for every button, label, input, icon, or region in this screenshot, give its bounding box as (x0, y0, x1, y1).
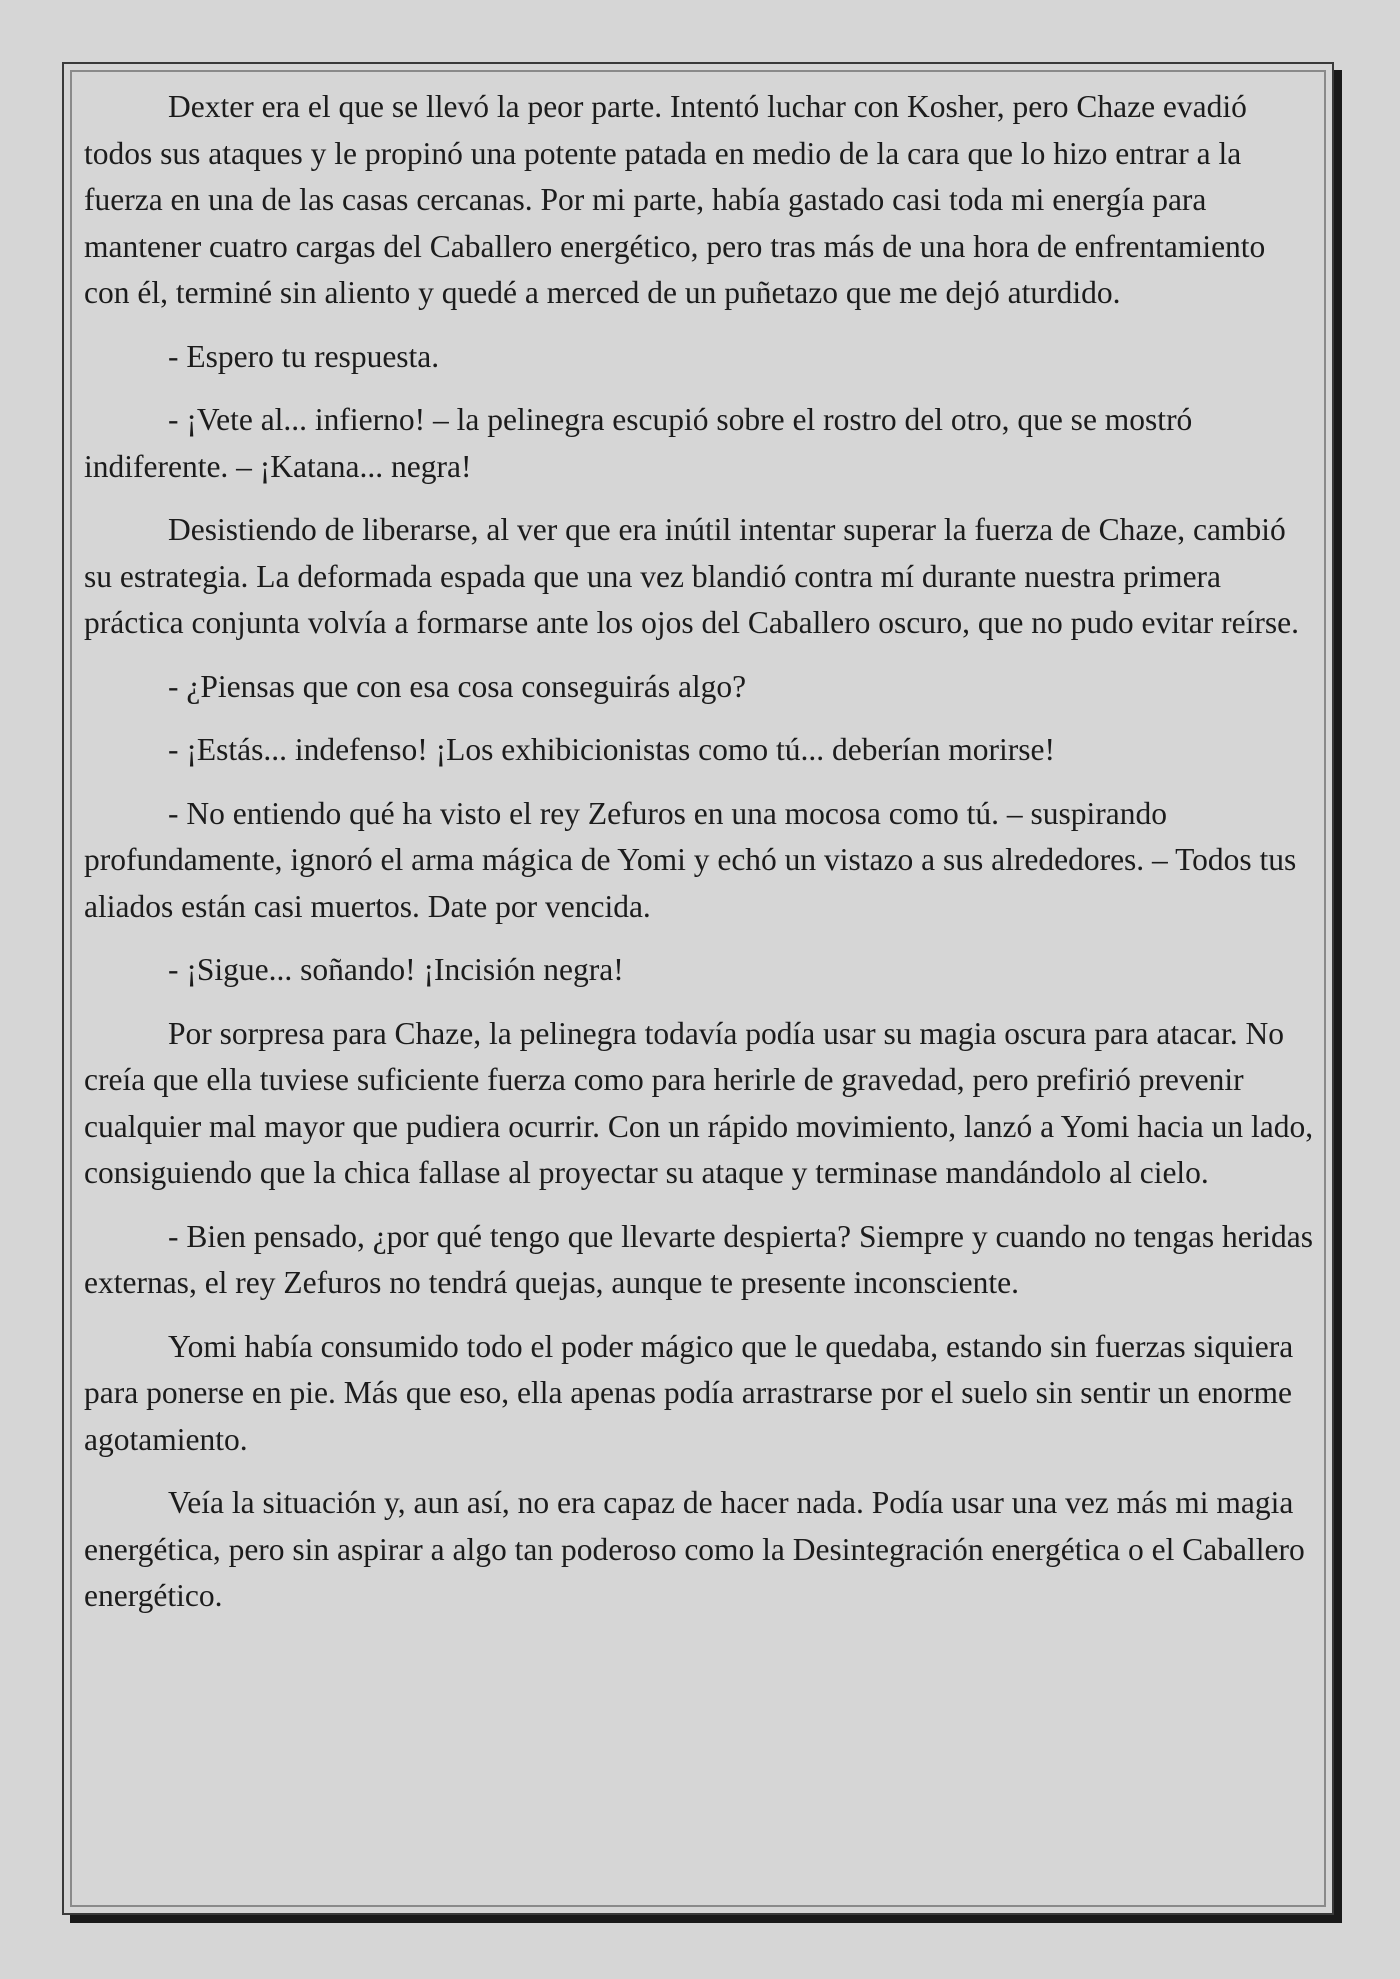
paragraph: Yomi había consumido todo el poder mágico que le quedaba, estando sin fuerzas siquiera para ponerse en pie. Más que eso, ella apenas podía arrastrarse por el suelo sin sentir un enorme agotamiento. (84, 1328, 1294, 1457)
paragraph: - ¡Vete al... infierno! – la pelinegra escupió sobre el rostro del otro, que se mostró indiferente. – ¡Katana... negra! (84, 402, 1193, 484)
document-body (84, 84, 1318, 1637)
paragraph: Veía la situación y, aun así, no era capaz de hacer nada. Podía usar una vez más mi magia energética, pero sin aspirar a algo tan poderoso como la Desintegración energética o el Caballero energético. (84, 1485, 1305, 1613)
paragraph: - ¡Estás... indefenso! ¡Los exhibicionistas como tú... deberían morirse! (168, 732, 1056, 767)
paragraph: - No entiendo qué ha visto el rey Zefuros en una mocosa como tú. – suspirando profundamente, ignoró el arma mágica de Yomi y echó un vistazo a sus alrededores. – Todos tus aliados están casi muertos. Date por vencida. (84, 795, 1297, 924)
paragraph: Por sorpresa para Chaze, la pelinegra todavía podía usar su magia oscura para atacar. No creía que ella tuviese suficiente fuerza como para herirle de gravedad, pero prefirió prevenir cualquier mal mayor que pudiera ocurrir. Con un rápido movimiento, lanzó a Yomi hacia un lado, consiguiendo que la chica fallase al proyectar su ataque y terminase mandándolo al cielo. (84, 1015, 1314, 1190)
paragraph: - Espero tu respuesta. (168, 338, 440, 374)
paragraph: Dexter era el que se llevó la peor parte. Intentó luchar con Kosher, pero Chaze evadió todos sus ataques y le propinó una potente patada en medio de la cara que lo hizo entrar a la fuerza en una de las casas cercanas. Por mi parte, había gastado casi toda mi energía para mantener cuatro cargas del Caballero energético, pero tras más de una hora de enfrentamiento con él, terminé sin aliento y quedé a merced de un puñetazo que me dejó aturdido. (84, 89, 1266, 310)
paragraph: Desistiendo de liberarse, al ver que era inútil intentar superar la fuerza de Chaze, cambió su estrategia. La deformada espada que una vez blandió contra mí durante nuestra primera práctica conjunta volvía a formarse ante los ojos del Caballero oscuro, que no pudo evitar reírse. (84, 512, 1299, 640)
paragraph: - Bien pensado, ¿por qué tengo que llevarte despierta? Siempre y cuando no tengas heridas externas, el rey Zefuros no tendrá quejas, aunque te presente inconsciente. (84, 1218, 1313, 1300)
paragraph: - ¡Sigue... soñando! ¡Incisión negra! (168, 952, 624, 987)
paragraph: - ¿Piensas que con esa cosa conseguirás algo? (168, 668, 747, 704)
